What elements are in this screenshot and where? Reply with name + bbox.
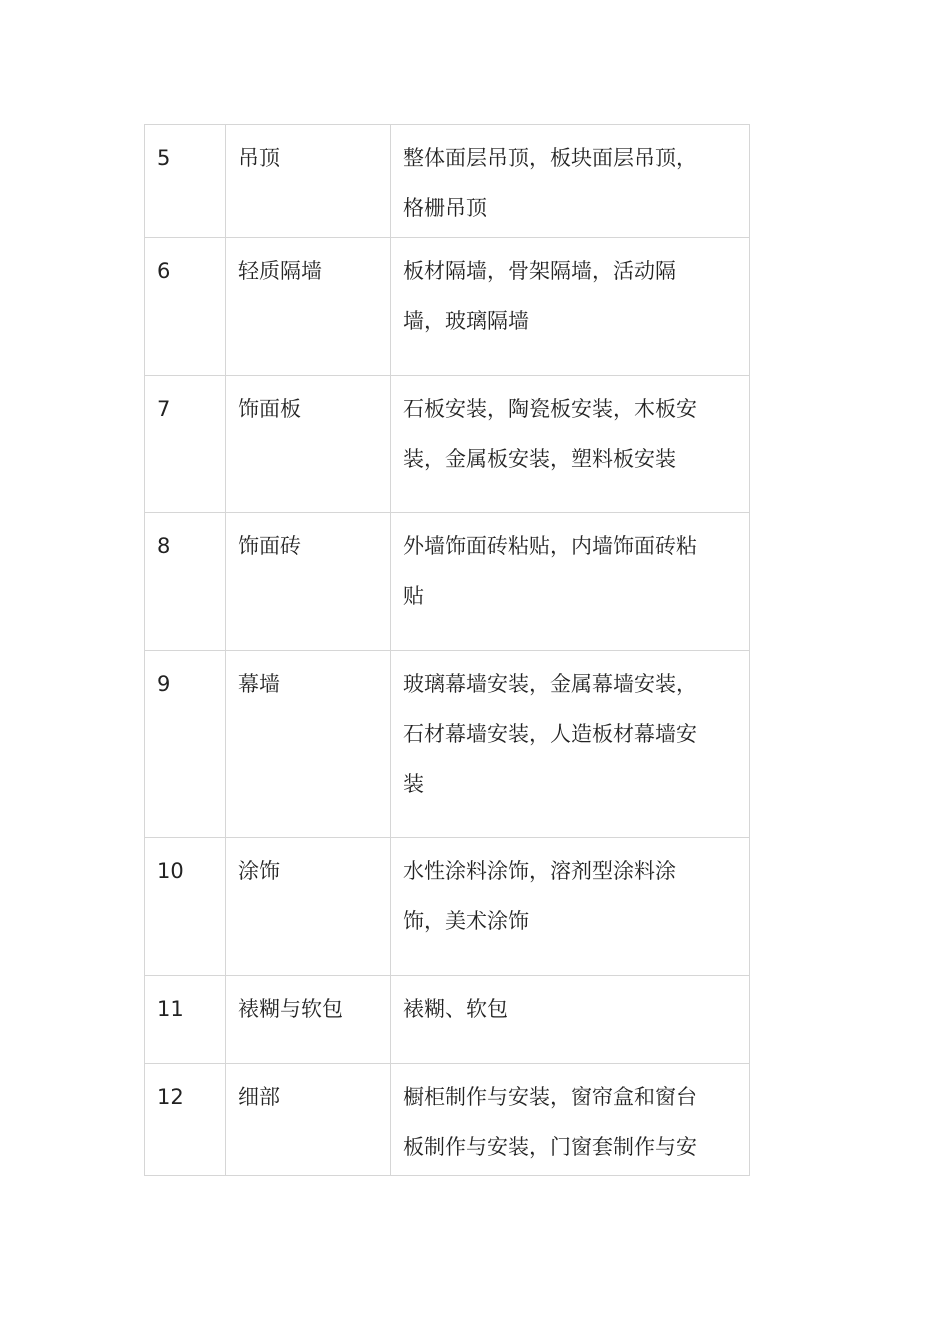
item-number: 10 <box>145 838 226 976</box>
description-line: 贴 <box>403 584 424 608</box>
item-description <box>391 238 750 376</box>
table-row <box>145 238 750 376</box>
item-number: 12 <box>145 1064 226 1176</box>
item-number: 9 <box>145 651 226 838</box>
item-description <box>391 125 750 238</box>
description-line: 墙，玻璃隔墙 <box>403 309 529 333</box>
description-line: 板材隔墙，骨架隔墙，活动隔 <box>403 259 676 283</box>
item-number: 8 <box>145 513 226 651</box>
table-row <box>145 513 750 651</box>
description-line: 板制作与安装，门窗套制作与安 <box>403 1135 697 1159</box>
table-row <box>145 651 750 838</box>
item-name: 细部 <box>226 1064 391 1176</box>
item-number: 5 <box>145 125 226 238</box>
description-line: 玻璃幕墙安装，金属幕墙安装， <box>403 672 697 696</box>
description-line: 饰，美术涂饰 <box>403 909 529 933</box>
table-row <box>145 1064 750 1176</box>
item-description <box>391 838 750 976</box>
item-description <box>391 513 750 651</box>
description-line: 水性涂料涂饰，溶剂型涂料涂 <box>403 859 676 883</box>
item-name: 饰面板 <box>226 376 391 513</box>
table-row <box>145 838 750 976</box>
description-line: 石板安装，陶瓷板安装，木板安 <box>403 397 697 421</box>
description-line: 装 <box>403 772 424 796</box>
item-name: 涂饰 <box>226 838 391 976</box>
construction-items-table <box>144 124 750 1176</box>
description-line: 装，金属板安装，塑料板安装 <box>403 447 676 471</box>
table-row <box>145 976 750 1064</box>
description-line: 整体面层吊顶，板块面层吊顶， <box>403 146 697 170</box>
item-description <box>391 976 750 1064</box>
item-name: 裱糊与软包 <box>226 976 391 1064</box>
description-line: 橱柜制作与安装，窗帘盒和窗台 <box>403 1085 697 1109</box>
description-line: 石材幕墙安装，人造板材幕墙安 <box>403 722 697 746</box>
item-description <box>391 1064 750 1176</box>
description-line: 格栅吊顶 <box>403 196 487 220</box>
description-line: 裱糊、软包 <box>403 997 508 1021</box>
item-name: 饰面砖 <box>226 513 391 651</box>
description-line: 外墙饰面砖粘贴，内墙饰面砖粘 <box>403 534 697 558</box>
item-number: 11 <box>145 976 226 1064</box>
item-name: 幕墙 <box>226 651 391 838</box>
item-number: 6 <box>145 238 226 376</box>
item-name: 吊顶 <box>226 125 391 238</box>
table-row <box>145 125 750 238</box>
item-number: 7 <box>145 376 226 513</box>
item-name: 轻质隔墙 <box>226 238 391 376</box>
table-row <box>145 376 750 513</box>
item-description <box>391 376 750 513</box>
item-description <box>391 651 750 838</box>
